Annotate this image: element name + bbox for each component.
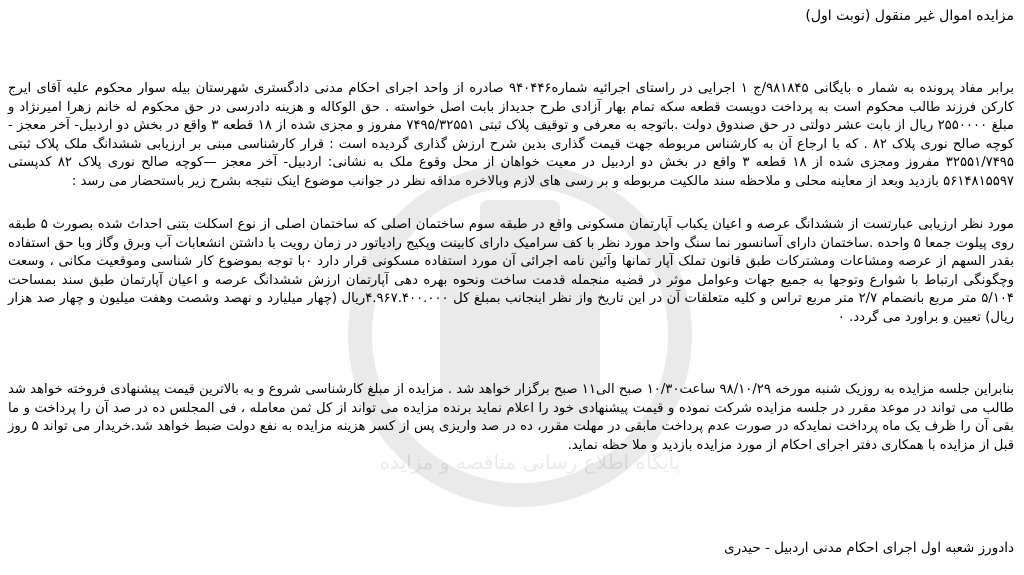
paragraph-property-description (8, 216, 1014, 328)
paragraph-2-text: مورد نظر ارزیابی عبارتست از ششدانگ عرصه و اعیان یکباب آپارتمان مسکونی واقع در طبقه سوم ساختمان اصلی که ساختمان اصلی از نوع اسکلت بتنی احداث شده بصورت ۵ طبقه روی پیلوت جمعا ۵ واحده .ساختمان دارای آسانسور نما سنگ واحد مورد نظر با کف سرامیک دارای کابینت وپکیج رادیاتور در زمان رویت با داشتن انشعابات آب وبرق وگاز وبا حق استفاده بقدر السهم از عرصه ومشاعات ومشترکات طبق قانون تملک آپار تمانها وآئین نامه اجرائی آن مورد استفاده مسکونی قرار دارد ٠با توجه بموضوع کار شناسی وموقعیت مکانی ، وسعت وچگونگی ارتباط با شوارع وتوجها به جمیع جهات وعوامل موثر در قضیه منجمله قدمت ساخت ونحوه بهره دهی آپارتمان ارزش ششدانگ عرصه و اعیان آپارتمان طبق سند بمساحت ۵/۱۰۴ متر مربع بانضمام ۲/۷ متر مربع تراس و کلیه متعلقات آن در این تاریخ واز نظر اینجانب بمبلغ کل ۴.۹۶۷.۴۰۰.۰۰۰ریال (چهار میلیارد و نهصد وشصت وهفت میلیون و چهار صد هزار ریال) تعیین و براورد می گردد. ٠ (8, 217, 1014, 325)
paragraph-case-details (8, 80, 1014, 192)
page-title: مزایده اموال غیر منقول (نوبت اول) (805, 8, 1014, 24)
signature-line: دادورز شعبه اول اجرای احکام مدنی اردبیل - حیدری (724, 540, 1014, 556)
paragraph-auction-terms (8, 381, 1014, 455)
paragraph-1-text: برابر مفاد پرونده به شمار ه بایگانی ۹۸۱۸۴۵/ج ۱ اجرایی در راستای اجرائیه شماره۹۴۰۴۴۶ صادره از واحد اجرای احکام مدنی دادگستری شهرستان بیله سوار محکوم علیه آقای ایرج کارکن فرزند طالب محکوم است به پرداخت دویست قطعه سکه تمام بهار آزادی طرح جدیداز بابت اصل خواسته . حق الوکاله و هزینه دادرسی در حق محکوم له خانم زهرا امیرنژاد و مبلغ ۲۵۵۰۰۰۰ ریال از بابت عشر دولتی در حق صندوق دولت .باتوجه به معرفی و توقیف پلاک ثبتی ۷۴۹۵/۳۲۵۵۱ مفروز و مجزی شده از ۱۸ قطعه ۳ واقع در بخش دو اردبیل- آخر معجز - کوچه صالح نوری پلاک ۸۲ . که با ارجاع آن به کارشناس مربوطه جهت قیمت گذاری بدین شرح ارزش گذاری گردیده است : قرار کارشناسی مبنی بر ارزیابی ششدانگ ملک پلاک ثبتی ۳۲۵۵۱/۷۴۹۵ مفروز ومجزی شده از ۱۸ قطعه ۳ واقع در بخش دو اردبیل در معیت خواهان از محل وقوع ملک به نشانی: اردبیل- آخر معجز —کوچه صالح نوری پلاک ۸۲ کدپستی ۵۶۱۴۸۱۵۵۹۷ بازدید وبعد از معاینه محلی و ملاحظه سند مالکیت مربوطه و بر رسی های لازم وبالاخره مداقه نظر در جوانب موضوع اینک نتیجه بشرح زیر باستحضار می رسد : (8, 81, 1015, 189)
watermark-text: پایگاه اطلاع رسانی مناقصه و مزایده (379, 450, 681, 474)
paragraph-3-text: بنابراین جلسه مزایده به روزیک شنبه مورخه ۹۸/۱۰/۲۹ ساعت۱۰/۳۰ صبح الی۱۱ صبح برگزار خواهد شد . مزایده از مبلغ کارشناسی شروع و به بالاترین قیمت پیشنهادی فروخته خواهد شد طالب می تواند در موعد مقرر در جلسه مزایده شرکت نموده و قیمت پیشنهادی خود را اعلام نماید برنده مزایده می تواند از کل ثمن معامله ، فی المجلس ده در صد آن را پرداخت و ما بقی آن را ظرف یک ماه پرداخت نمایدکه در صورت عدم پرداخت مابقی در مهلت مقرر، ده در صد واریزی پس از کسر هزینه مزایده به نفع دولت ضبط خواهد شد.خریدار می تواند ۵ روز قبل از مزایده با همکاری دفتر اجرای احکام از مورد مزایده بازدید و ملا حظه نماید. (7, 382, 1014, 453)
